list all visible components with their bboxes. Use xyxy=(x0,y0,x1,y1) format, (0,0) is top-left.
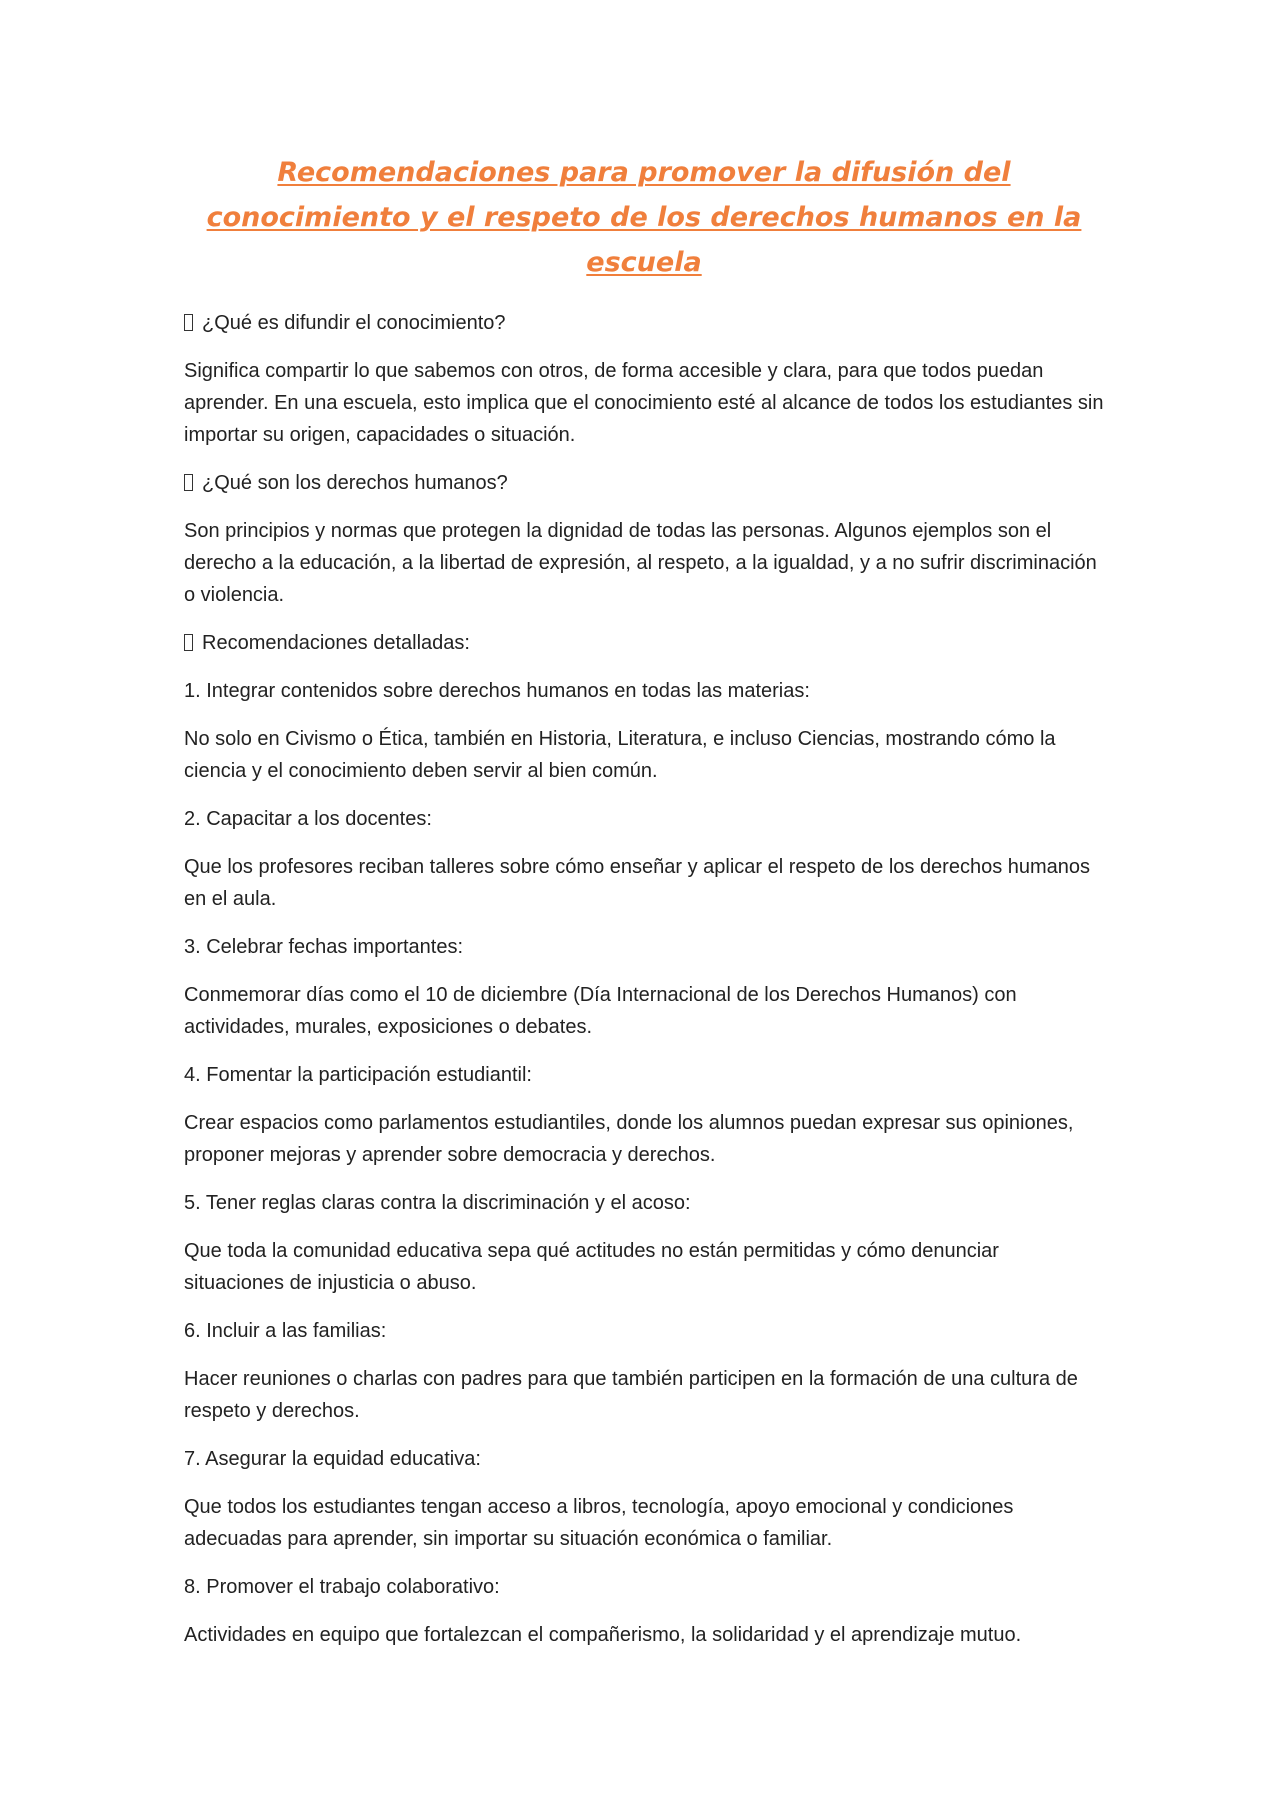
paragraph-text: Recomendaciones detalladas: xyxy=(202,632,470,654)
recommendation-text: No solo en Civismo o Ética, también en Historia, Literatura, e incluso Ciencias, mostrando cómo la ciencia y el conocimiento deben servir al bien común. xyxy=(184,728,1056,782)
document-title: Recomendaciones para promover la difusión del conocimiento y el respeto de los derechos humanos en la escuela xyxy=(206,157,1082,278)
paragraph-text: ¿Qué es difundir el conocimiento? xyxy=(202,312,506,334)
section-heading-human-rights xyxy=(184,467,1104,499)
recommendation-text: Conmemorar días como el 10 de diciembre (Día Internacional de los Derechos Humanos) con actividades, murales, exposiciones o debates. xyxy=(184,984,1017,1038)
recommendation-heading: 7. Asegurar la equidad educativa: xyxy=(184,1448,481,1470)
recommendation-text: Actividades en equipo que fortalezcan el compañerismo, la solidaridad y el aprendizaje mutuo. xyxy=(184,1624,1022,1646)
paragraph: Son principios y normas que protegen la dignidad de todas las personas. Algunos ejemplos son el derecho a la educación, a la libertad de expresión, al respeto, a la igualdad, y a no sufrir discriminación o violencia. xyxy=(184,520,1097,606)
section-heading-knowledge xyxy=(184,307,1104,339)
recommendation-text: Crear espacios como parlamentos estudiantiles, donde los alumnos puedan expresar sus opiniones, proponer mejoras y aprender sobre democracia y derechos. xyxy=(184,1112,1074,1166)
paragraph-text: ¿Qué son los derechos humanos? xyxy=(202,472,508,494)
missing-glyph-box-icon xyxy=(184,314,193,331)
recommendation-text: Que todos los estudiantes tengan acceso a libros, tecnología, apoyo emocional y condiciones adecuadas para aprender, sin importar su situación económica o familiar. xyxy=(184,1496,1014,1550)
document-body xyxy=(184,150,1104,1667)
missing-glyph-box-icon xyxy=(184,634,193,651)
recommendation-heading: 2. Capacitar a los docentes: xyxy=(184,808,432,830)
paragraph: Significa compartir lo que sabemos con otros, de forma accesible y clara, para que todos puedan aprender. En una escuela, esto implica que el conocimiento esté al alcance de todos los estudiantes sin importar su origen, capacidades o situación. xyxy=(184,360,1104,446)
recommendation-heading: 6. Incluir a las familias: xyxy=(184,1320,387,1342)
recommendation-heading: 1. Integrar contenidos sobre derechos humanos en todas las materias: xyxy=(184,680,810,702)
missing-glyph-box-icon xyxy=(184,474,193,491)
recommendation-text: Hacer reuniones o charlas con padres para que también participen en la formación de una cultura de respeto y derechos. xyxy=(184,1368,1078,1422)
recommendation-text: Que toda la comunidad educativa sepa qué actitudes no están permitidas y cómo denunciar situaciones de injusticia o abuso. xyxy=(184,1240,999,1294)
recommendation-heading: 5. Tener reglas claras contra la discriminación y el acoso: xyxy=(184,1192,691,1214)
recommendation-heading: 3. Celebrar fechas importantes: xyxy=(184,936,464,958)
recommendation-heading: 4. Fomentar la participación estudiantil: xyxy=(184,1064,532,1086)
section-heading-recommendations xyxy=(184,627,1104,659)
recommendation-text: Que los profesores reciban talleres sobre cómo enseñar y aplicar el respeto de los derechos humanos en el aula. xyxy=(184,856,1091,910)
recommendation-heading: 8. Promover el trabajo colaborativo: xyxy=(184,1576,500,1598)
